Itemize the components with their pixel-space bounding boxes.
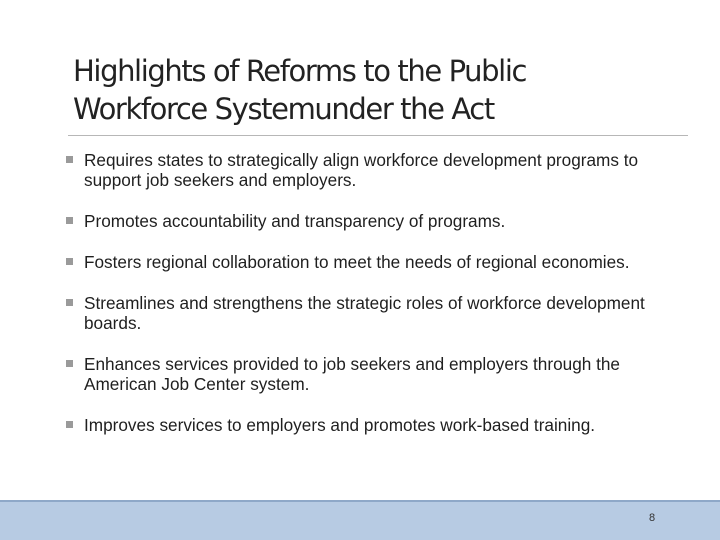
square-bullet-icon [66, 217, 73, 224]
square-bullet-icon [66, 258, 73, 265]
bullet-text: Improves services to employers and promotes work-based training. [84, 415, 596, 435]
bullet-item [66, 415, 696, 435]
bullet-item [66, 252, 696, 272]
footer-bar [0, 500, 720, 540]
bullet-list [66, 150, 696, 435]
bullet-text: Enhances services provided to job seekers and employers through the American Job Center system. [84, 354, 620, 394]
bullet-item [66, 211, 696, 231]
square-bullet-icon [66, 421, 73, 428]
square-bullet-icon [66, 360, 73, 367]
square-bullet-icon [66, 156, 73, 163]
page-number: 8 [648, 512, 656, 524]
title-divider [68, 135, 688, 136]
bullet-text: Promotes accountability and transparency of programs. [84, 211, 506, 231]
slide-title-line: Highlights of Reforms to the Public [73, 54, 527, 88]
bullet-text: Fosters regional collaboration to meet the needs of regional economies. [84, 252, 630, 272]
square-bullet-icon [66, 299, 73, 306]
slide-title [73, 52, 673, 128]
bullet-item [66, 354, 696, 394]
bullet-item [66, 150, 696, 190]
bullet-text: Streamlines and strengthens the strategic roles of workforce development boards. [84, 293, 645, 333]
slide-title-line: Workforce Systemunder the Act [73, 92, 494, 126]
bullet-item [66, 293, 696, 333]
bullet-text: Requires states to strategically align workforce development programs to support job seekers and employers. [84, 150, 639, 190]
